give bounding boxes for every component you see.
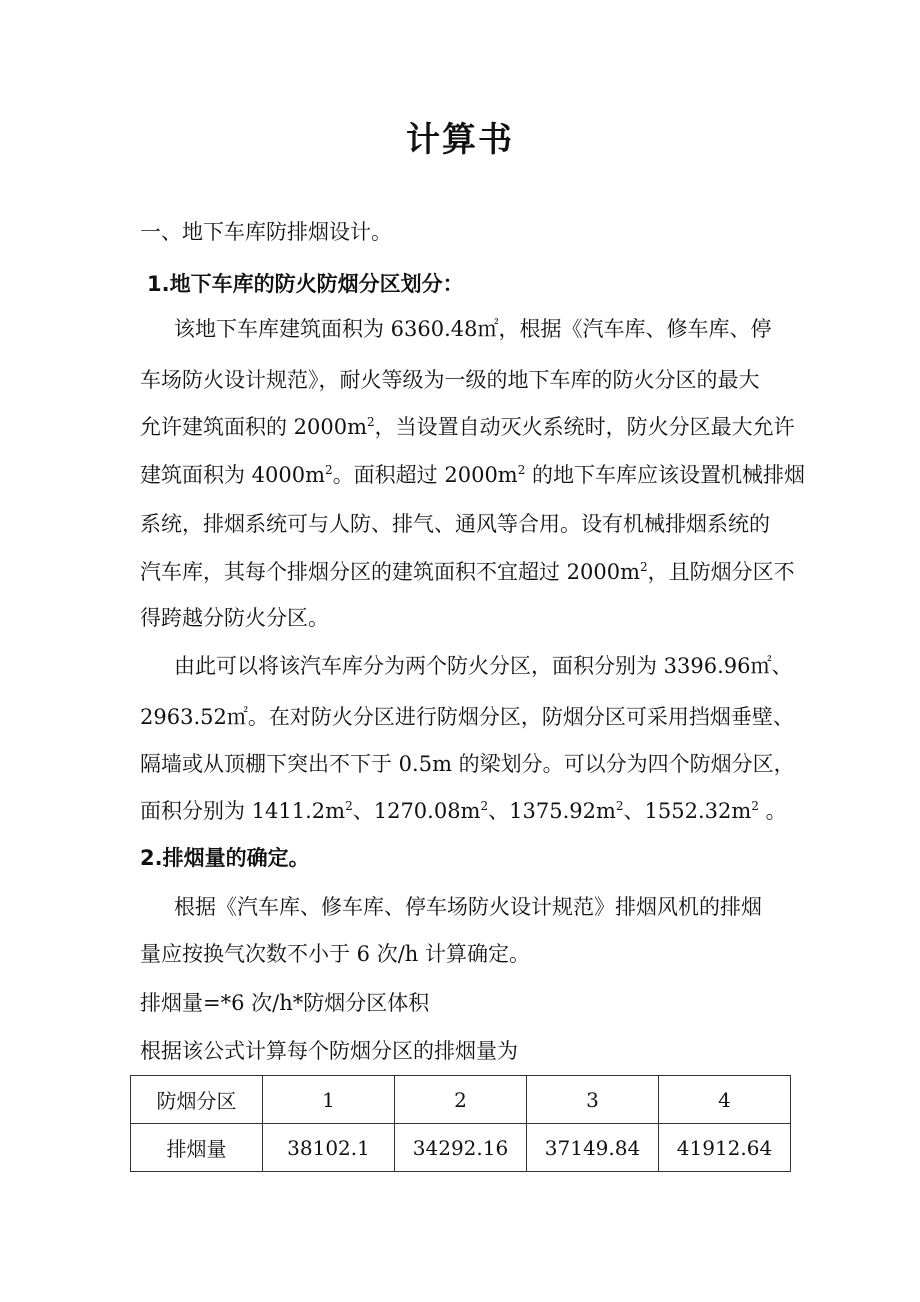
superscript: 2: [640, 560, 648, 574]
table-cell: 4: [659, 1076, 791, 1124]
subsection-heading-1: 1.地下车库的防火防烟分区划分：: [147, 272, 464, 296]
paragraph-line: 2963.52㎡。在对防火分区进行防烟分区，防烟分区可采用挡烟垂壁、: [140, 705, 794, 729]
table-row: [131, 1124, 791, 1172]
table-cell: 2: [395, 1076, 527, 1124]
paragraph-line: 根据《汽车库、修车库、停车场防火设计规范》排烟风机的排烟: [174, 895, 762, 919]
table-cell: 1: [263, 1076, 395, 1124]
table-header-cell: 排烟量: [131, 1124, 263, 1172]
paragraph-line: 车场防火设计规范》，耐火等级为一级的地下车库的防火分区的最大: [140, 368, 760, 392]
superscript: 2: [751, 799, 759, 813]
superscript: 2: [367, 415, 375, 429]
paragraph-line: 建筑面积为 $4000m^2$。面积超过 $2000m^2$ 的地下车库应该设置机械排烟: [140, 463, 806, 487]
table-cell: 34292.16: [395, 1124, 527, 1172]
table-intro: 根据该公式计算每个防烟分区的排烟量为: [140, 1039, 518, 1063]
paragraph-line: 面积分别为 $1411.2m^2$、$1270.08m^2$、$1375.92m^2$、$1552.32m^2$ 。: [140, 799, 787, 823]
paragraph-line: 汽车库，其每个排烟分区的建筑面积不宜超过 $2000m^2$，且防烟分区不: [140, 560, 795, 584]
paragraph-line: 隔墙或从顶棚下突出不下于 0.5m 的梁划分。可以分为四个防烟分区，: [140, 752, 795, 776]
smoke-exhaust-table: [130, 1075, 791, 1172]
table-cell: 38102.1: [263, 1124, 395, 1172]
superscript: 2: [325, 463, 333, 477]
paragraph-line: 量应按换气次数不小于 6 次/h 计算确定。: [140, 942, 530, 966]
paragraph-line: 该地下车库建筑面积为 6360.48㎡，根据《汽车库、修车库、停: [174, 317, 772, 341]
superscript: 2: [517, 463, 526, 477]
table-cell: 3: [527, 1076, 659, 1124]
table-row: [131, 1076, 791, 1124]
superscript: 2: [345, 799, 353, 813]
paragraph-line: 由此可以将该汽车库分为两个防火分区，面积分别为 3396.96㎡、: [174, 654, 793, 678]
table-cell: 41912.64: [659, 1124, 791, 1172]
superscript: 2: [480, 799, 489, 813]
formula: 排烟量=*6 次/h*防烟分区体积: [140, 991, 430, 1015]
superscript: 2: [615, 799, 624, 813]
subsection-heading-2: 2.排烟量的确定。: [140, 846, 310, 870]
table-cell: 37149.84: [527, 1124, 659, 1172]
paragraph-line: 允许建筑面积的 $2000m^2$，当设置自动灭火系统时，防火分区最大允许: [140, 415, 795, 439]
page-title: 计算书: [406, 120, 514, 160]
paragraph-line: 得跨越分防火分区。: [140, 606, 329, 630]
paragraph-line: 系统，排烟系统可与人防、排气、通风等合用。设有机械排烟系统的: [140, 512, 770, 536]
section-heading-1: 一、地下车库防排烟设计。: [140, 220, 392, 244]
table-header-cell: 防烟分区: [131, 1076, 263, 1124]
